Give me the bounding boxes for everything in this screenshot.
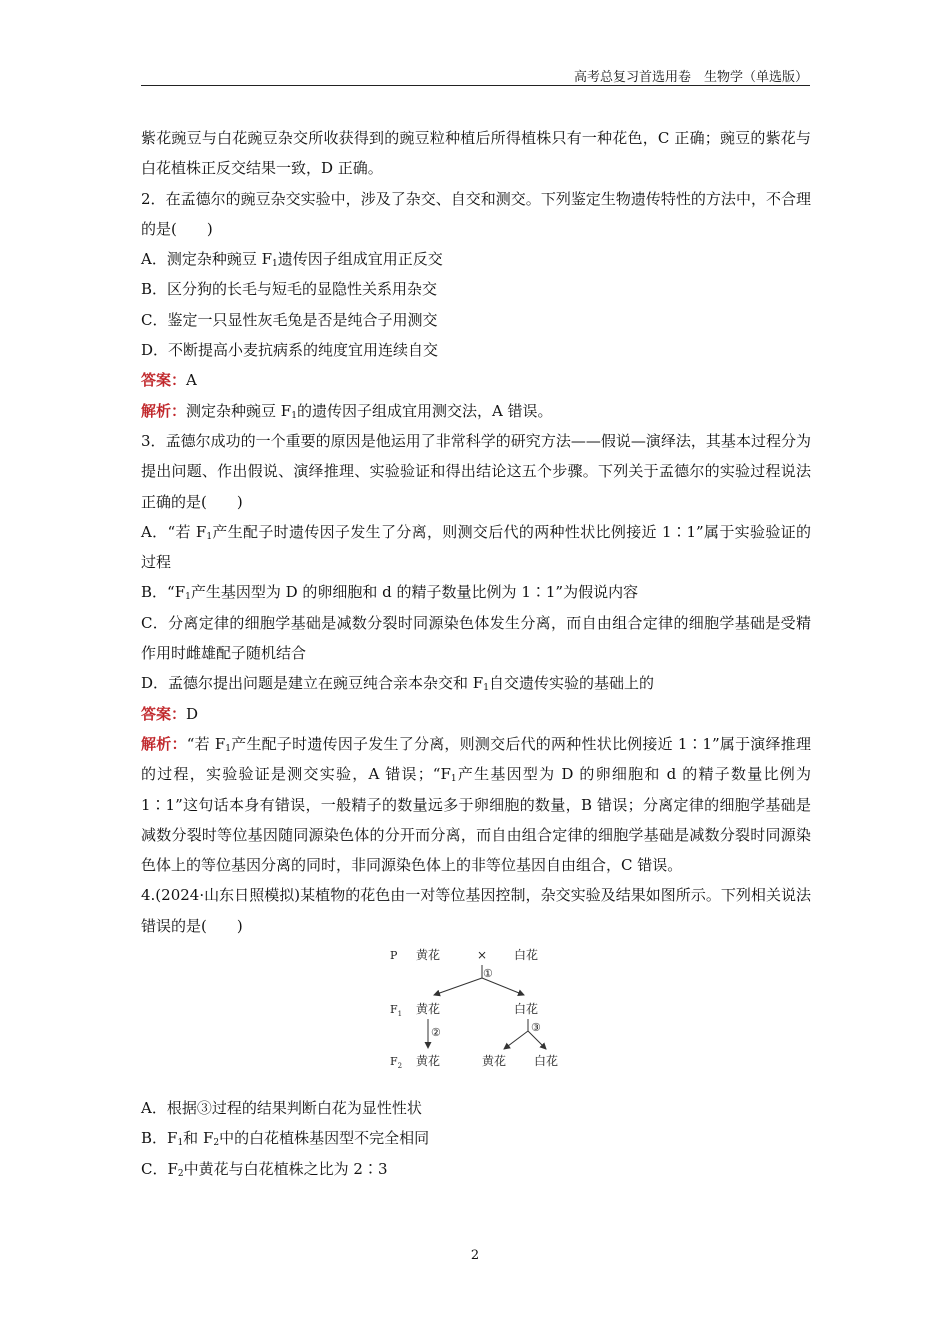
p-yellow-flower: 黄花: [416, 948, 441, 963]
answer-value: A: [186, 371, 197, 390]
answer-value: D: [186, 704, 199, 723]
page-number: 2: [470, 1248, 480, 1263]
page-content: [141, 123, 811, 1184]
header-title: 高考总复习首选用卷 生物学（单选版）: [573, 70, 808, 85]
q3-answer: [141, 699, 811, 729]
arrow-to-f1-yellow: [434, 978, 482, 995]
analysis-label: 解析：: [141, 734, 187, 753]
answer-label: 答案：: [141, 704, 187, 723]
q3-option-a: A．“若 $F_1$产生配子时遗传因子发生了分离，则测交后代的两种性状比例接近 1∶1”属于实验验证的过程: [141, 522, 811, 572]
q2-analysis: 解析：测定杂种豌豆 $F_1$的遗传因子组成宜用测交法，A 错误。: [141, 401, 553, 421]
cross-symbol: ×: [477, 948, 488, 963]
f1-white-flower: 白花: [514, 1002, 539, 1017]
q2-option-d: D．不断提高小麦抗病系的纯度宜用连续自交: [141, 341, 439, 360]
intro-text: 紫花豌豆与白花豌豆杂交所收获得到的豌豆粒种植后所得植株只有一种花色，C 正确；豌豆的紫花与白花植株正反交结果一致，D 正确。: [141, 129, 811, 178]
q4-option-c: C．$F_2$中黄花与白花植株之比为 2∶3: [141, 1159, 388, 1179]
q3-option-d: D．孟德尔提出问题是建立在豌豆纯合亲本杂交和 $F_1$自交遗传实验的基础上的: [141, 674, 654, 694]
f2-white-flower: 白花: [534, 1054, 559, 1069]
q2-answer: [141, 365, 811, 395]
f2-yellow-flower-left: 黄花: [416, 1054, 441, 1069]
q4-option-a: A．根据③过程的结果判断白花为显性性状: [141, 1099, 422, 1118]
p-white-flower: 白花: [514, 948, 539, 963]
p-generation-label: P: [390, 949, 398, 963]
f2-yellow-flower-right: 黄花: [482, 1054, 507, 1069]
f1-generation-label: $F_1$: [390, 1003, 403, 1019]
cross-diagram: [141, 945, 811, 1087]
analysis-label: 解析：: [141, 401, 187, 420]
arrow-to-f1-white: [482, 978, 524, 995]
q3-option-c: C．分离定律的细胞学基础是减数分裂时同源染色体发生分离，而自由组合定律的细胞学基础是受精作用时雌雄配子随机结合: [141, 613, 811, 663]
f1-yellow-flower: 黄花: [416, 1002, 441, 1017]
q2-stem: 2．在孟德尔的豌豆杂交实验中，涉及了杂交、自交和测交。下列鉴定生物遗传特性的方法中，不合理的是( ): [141, 189, 811, 238]
f2-generation-label: $F_2$: [390, 1055, 403, 1071]
q2-option-b: B．区分狗的长毛与短毛的显隐性关系用杂交: [141, 280, 438, 299]
q4-option-b: B．$F_1$和 $F_2$中的白花植株基因型不完全相同: [141, 1129, 430, 1149]
answer-label: 答案：: [141, 371, 187, 390]
q3-analysis: 解析：“若 $F_1$产生配子时遗传因子发生了分离，则测交后代的两种性状比例接近 1∶1”属于演绎推理的过程，实验验证是测交实验，A 错误；“$F_1$产生基因型为 D 的卵细胞和 d 的精子数量比例为 1∶1”这句话本身有错误，一般精子的数量远多于卵细胞的数量，B 错误；分离定律的细胞学基础是减数分裂时等位基因随同源染色体的分开而分离，而自由组合定律的细胞学基础是减数分裂时同源染色体上的等位基因分离的同时，非同源染色体上的非等位基因自由组合，C 错误。: [141, 734, 812, 875]
header-divider: [141, 85, 810, 86]
q3-stem: 3．孟德尔成功的一个重要的原因是他运用了非常科学的研究方法——假说—演绎法，其基本过程分为提出问题、作出假说、演绎推理、实验验证和得出结论这五个步骤。下列关于孟德尔的实验过程说法正确的是( ): [141, 431, 811, 511]
q4-stem: 4.(2024·山东日照模拟)某植物的花色由一对等位基因控制，杂交实验及结果如图所示。下列相关说法错误的是( ): [141, 886, 811, 935]
q2-option-c: C．鉴定一只显性灰毛兔是否是纯合子用测交: [141, 310, 438, 329]
step-3-label: ③: [531, 1021, 541, 1035]
q2-option-a: A．测定杂种豌豆 $F_1$遗传因子组成宜用正反交: [141, 250, 443, 270]
q3-option-b: B．“$F_1$产生基因型为 D 的卵细胞和 d 的精子数量比例为 1∶1”为假说内容: [141, 583, 639, 603]
cross-diagram-svg: [386, 945, 566, 1085]
step-2-label: ②: [431, 1026, 441, 1040]
step-1-label: ①: [483, 967, 493, 981]
arrow-to-f2-yellow: [504, 1031, 528, 1049]
